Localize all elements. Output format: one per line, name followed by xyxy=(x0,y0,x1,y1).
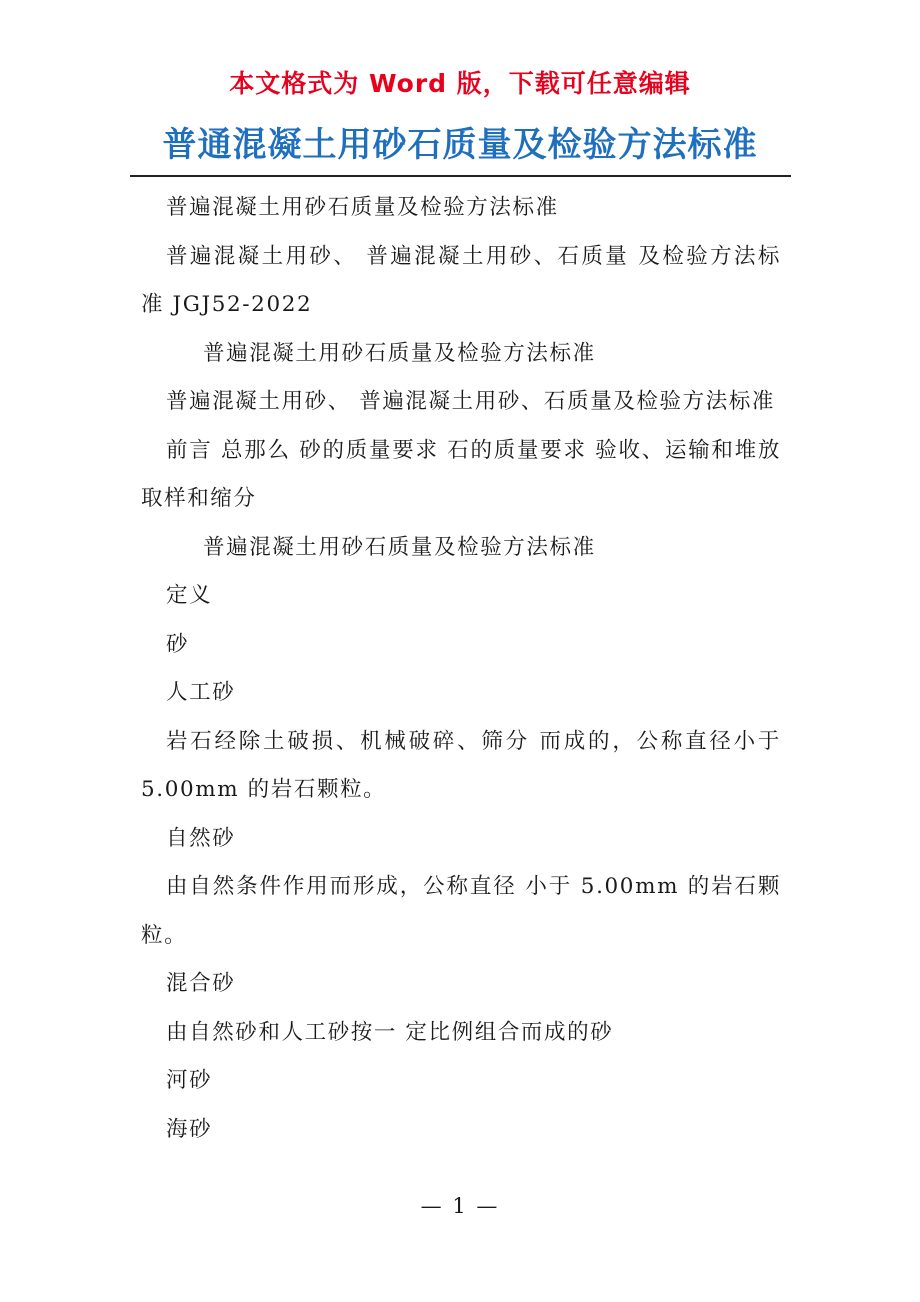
format-notice: 本文格式为 Word 版，下载可任意编辑 xyxy=(229,69,691,98)
paragraph-12: 由自然条件作用而形成，公称直径 小于 5.00mm 的岩石颗粒。 xyxy=(141,874,781,948)
paragraph-5: 前言 总那么 砂的质量要求 石的质量要求 验收、运输和堆放 取样和缩分 xyxy=(141,437,781,511)
paragraph-15: 河砂 xyxy=(166,1068,213,1093)
paragraph-2: 普遍混凝土用砂、 普遍混凝土用砂、石质量 及检验方法标准 JGJ52-2022 xyxy=(141,243,781,317)
document-title: 普通混凝土用砂石质量及检验方法标准 xyxy=(162,125,758,165)
paragraph-4: 普遍混凝土用砂、 普遍混凝土用砂、石质量及检验方法标准 xyxy=(166,389,776,414)
document-body xyxy=(141,184,781,1154)
paragraph-6: 普遍混凝土用砂石质量及检验方法标准 xyxy=(203,534,596,560)
page-number: — 1 — xyxy=(420,1194,500,1218)
paragraph-9: 人工砂 xyxy=(166,680,236,705)
paragraph-1: 普遍混凝土用砂石质量及检验方法标准 xyxy=(166,195,559,220)
title-divider xyxy=(130,175,791,177)
paragraph-13: 混合砂 xyxy=(166,971,236,996)
paragraph-14: 由自然砂和人工砂按一 定比例组合而成的砂 xyxy=(166,1019,614,1045)
paragraph-7: 定义 xyxy=(166,583,213,608)
paragraph-16: 海砂 xyxy=(166,1116,213,1142)
paragraph-8: 砂 xyxy=(166,631,190,657)
paragraph-11: 自然砂 xyxy=(166,825,236,851)
paragraph-10: 岩石经除土破损、机械破碎、筛分 而成的，公称直径小于 5.00mm 的岩石颗粒。 xyxy=(141,728,781,802)
paragraph-3: 普遍混凝土用砂石质量及检验方法标准 xyxy=(203,340,596,366)
